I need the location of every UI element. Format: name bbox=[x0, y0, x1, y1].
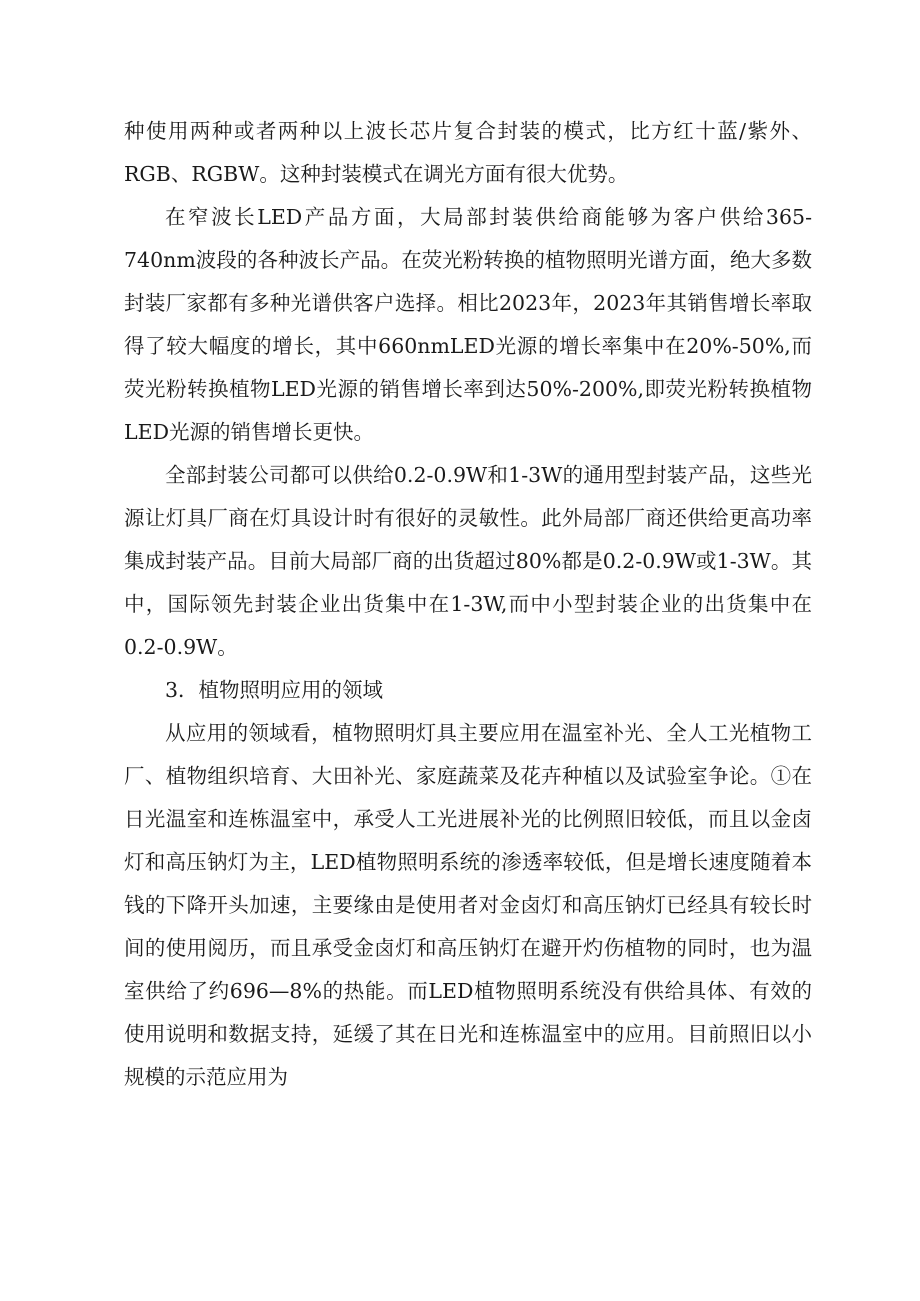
paragraph-packaging-power: 全部封装公司都可以供给0.2-0.9W和1-3W的通用型封装产品，这些光源让灯具厂商在灯具设计时有很好的灵敏性。此外局部厂商还供给更高功率集成封装产品。目前大局部厂商的出货超过80%都是0.2-0.9W或1-3W。其中，国际领先封装企业出货集中在1-3W,而中小型封装企业的出货集中在0.2-0.9W。 bbox=[124, 463, 812, 659]
document-page bbox=[124, 110, 812, 1099]
section-heading: 3．植物照明应用的领域 bbox=[165, 678, 384, 702]
paragraph-continuation: 种使用两种或者两种以上波长芯片复合封装的模式，比方红十蓝/紫外、RGB、RGBW。这种封装模式在调光方面有很大优势。 bbox=[124, 119, 812, 186]
paragraph-application-fields: 从应用的领域看，植物照明灯具主要应用在温室补光、全人工光植物工厂、植物组织培育、大田补光、家庭蔬菜及花卉种植以及试验室争论。①在日光温室和连栋温室中，承受人工光进展补光的比例照旧较低，而且以金卤灯和高压钠灯为主，LED植物照明系统的渗透率较低，但是增长速度随着本钱的下降开头加速，主要缘由是使用者对金卤灯和高压钠灯已经具有较长时间的使用阅历，而且承受金卤灯和高压钠灯在避开灼伤植物的同时，也为温室供给了约696—8%的热能。而LED植物照明系统没有供给具体、有效的使用说明和数据支持，延缓了其在日光和连栋温室中的应用。目前照旧以小规模的示范应用为 bbox=[124, 721, 812, 1089]
paragraph-narrow-wavelength: 在窄波长LED产品方面，大局部封装供给商能够为客户供给365-740nm波段的各种波长产品。在荧光粉转换的植物照明光谱方面，绝大多数封装厂家都有多种光谱供客户选择。相比2023年，2023年其销售增长率取得了较大幅度的增长，其中660nmLED光源的增长率集中在20%-50%,而荧光粉转换植物LED光源的销售增长率到达50%-200%,即荧光粉转换植物LED光源的销售增长更快。 bbox=[124, 205, 812, 444]
